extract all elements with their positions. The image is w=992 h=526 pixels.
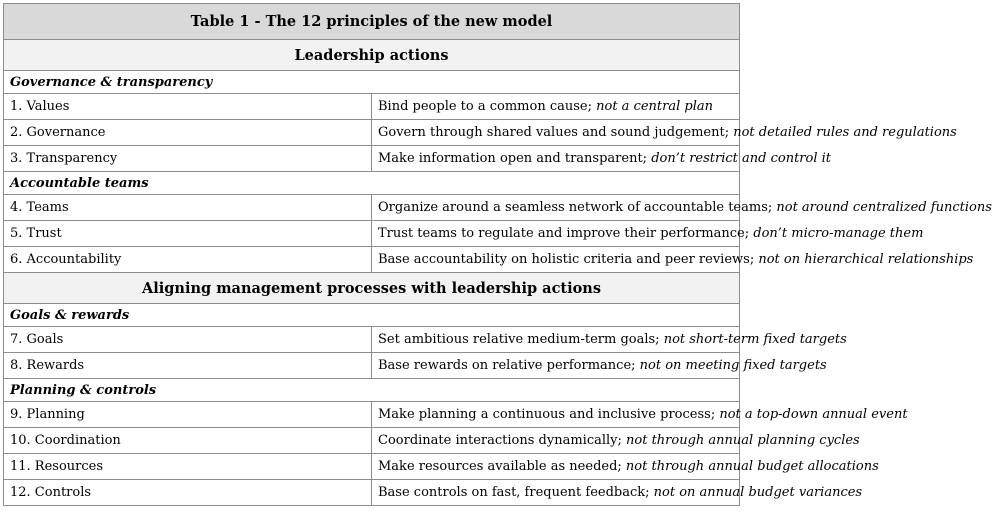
- group-heading-row: [4, 172, 740, 195]
- principle-description: [372, 480, 863, 506]
- table-row: [4, 327, 740, 353]
- principle-description: [372, 120, 957, 146]
- group-heading-row: [4, 304, 740, 327]
- principle-negation: don’t micro-manage them: [753, 226, 924, 241]
- principle-action: Trust teams to regulate and improve their performance;: [378, 226, 754, 241]
- principle-negation: not around centralized functions: [776, 200, 992, 215]
- principle-action: Make planning a continuous and inclusive process;: [378, 407, 720, 422]
- table-row: [4, 247, 740, 273]
- principle-description: [372, 146, 832, 172]
- principle-name: 4. Teams: [4, 195, 372, 221]
- principle-negation: not through annual budget allocations: [625, 459, 879, 474]
- principle-name: 12. Controls: [4, 480, 372, 506]
- table-row: [4, 480, 740, 506]
- table-row: [4, 94, 740, 120]
- group-heading: Goals & rewards: [4, 304, 740, 327]
- principle-name: 8. Rewards: [4, 353, 372, 379]
- principle-name: 5. Trust: [4, 221, 372, 247]
- principles-table-body: [4, 4, 992, 506]
- principle-description: [372, 327, 847, 353]
- principle-action: Make resources available as needed;: [378, 459, 626, 474]
- principle-description: [372, 94, 740, 120]
- principle-action: Base controls on fast, frequent feedback;: [378, 485, 654, 500]
- principle-description: [372, 195, 992, 221]
- principle-name: 7. Goals: [4, 327, 372, 353]
- principle-action: Coordinate interactions dynamically;: [378, 433, 627, 448]
- table-row: [4, 428, 740, 454]
- table-row: [4, 195, 740, 221]
- principle-negation: not through annual planning cycles: [626, 433, 860, 448]
- principle-negation: not on meeting fixed targets: [639, 358, 827, 373]
- table-row: [4, 120, 740, 146]
- section-heading-row: [4, 273, 740, 304]
- principle-name: 11. Resources: [4, 454, 372, 480]
- table-row: [4, 353, 740, 379]
- principle-description: [372, 428, 860, 454]
- section-heading: Leadership actions: [4, 40, 740, 71]
- table-row: [4, 402, 740, 428]
- section-heading-row: [4, 40, 740, 71]
- principle-negation: not on annual budget variances: [653, 485, 863, 500]
- group-heading: Planning & controls: [4, 379, 740, 402]
- principle-negation: not detailed rules and regulations: [733, 125, 957, 140]
- principle-description: [372, 353, 827, 379]
- principle-name: 9. Planning: [4, 402, 372, 428]
- group-heading-row: [4, 71, 740, 94]
- group-heading: Governance & transparency: [4, 71, 740, 94]
- principle-negation: not a central plan: [596, 99, 713, 114]
- principle-action: Make information open and transparent;: [378, 151, 652, 166]
- table-title-row: [4, 4, 740, 40]
- principle-description: [372, 247, 974, 273]
- principle-description: [372, 454, 879, 480]
- principles-table: [3, 3, 992, 506]
- principle-name: 10. Coordination: [4, 428, 372, 454]
- principle-description: [372, 221, 924, 247]
- table-title: Table 1 - The 12 principles of the new model: [4, 4, 740, 40]
- section-heading: Aligning management processes with leadership actions: [4, 273, 740, 304]
- group-heading-row: [4, 379, 740, 402]
- principle-negation: not on hierarchical relationships: [758, 252, 974, 267]
- principle-action: Bind people to a common cause;: [378, 99, 597, 114]
- group-heading: Accountable teams: [4, 172, 740, 195]
- principle-description: [372, 402, 908, 428]
- principle-negation: don’t restrict and control it: [651, 151, 832, 166]
- table-row: [4, 221, 740, 247]
- principle-name: 3. Transparency: [4, 146, 372, 172]
- principle-name: 6. Accountability: [4, 247, 372, 273]
- principle-action: Base accountability on holistic criteria and peer reviews;: [378, 252, 759, 267]
- principle-action: Set ambitious relative medium-term goals;: [378, 332, 664, 347]
- table-row: [4, 454, 740, 480]
- principle-action: Govern through shared values and sound judgement;: [378, 125, 734, 140]
- principle-negation: not short-term fixed targets: [663, 332, 847, 347]
- principle-action: Organize around a seamless network of accountable teams;: [378, 200, 777, 215]
- principle-name: 2. Governance: [4, 120, 372, 146]
- principle-action: Base rewards on relative performance;: [378, 358, 640, 373]
- principle-negation: not a top-down annual event: [719, 407, 908, 422]
- table-row: [4, 146, 740, 172]
- principle-name: 1. Values: [4, 94, 372, 120]
